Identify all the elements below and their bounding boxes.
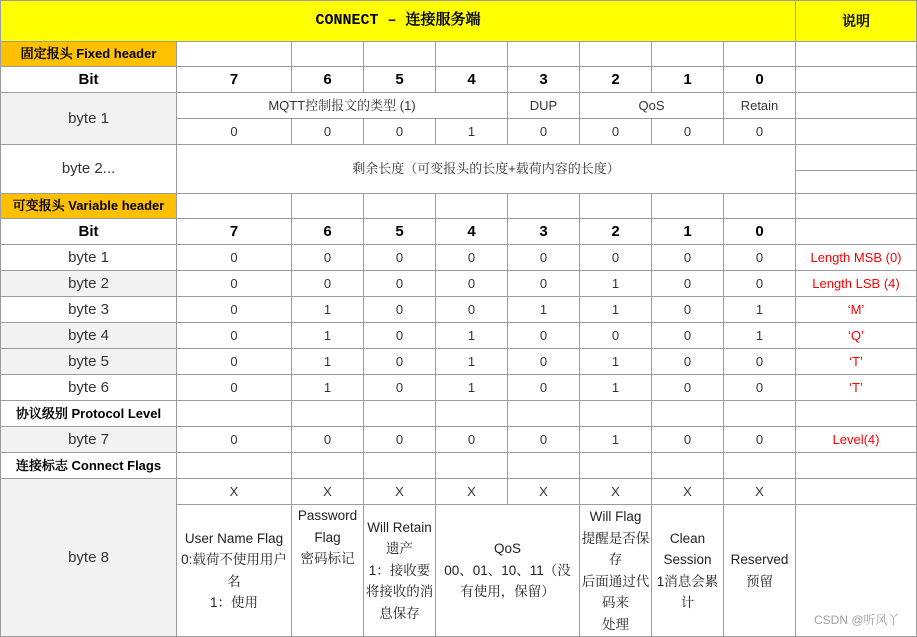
empty-cell xyxy=(724,42,796,67)
bit-value: 0 xyxy=(652,349,724,375)
flag-desc-user-name xyxy=(177,505,292,637)
bit-value: X xyxy=(652,479,724,505)
flag-desc-will-flag xyxy=(580,505,652,637)
field-retain: Retain xyxy=(724,93,796,119)
bit-value: 0 xyxy=(292,245,364,271)
note-cell: ‘Q’ xyxy=(796,323,917,349)
bit-number: 5 xyxy=(364,219,436,245)
bit-value: 0 xyxy=(177,245,292,271)
empty-cell xyxy=(652,42,724,67)
flag-desc-line: QoS xyxy=(493,541,521,557)
bit-value: 0 xyxy=(177,427,292,453)
bit-value: 0 xyxy=(724,375,796,401)
bit-value: 0 xyxy=(652,297,724,323)
bit-value: X xyxy=(364,479,436,505)
flag-desc-password xyxy=(292,505,364,637)
flag-desc-line: 存 xyxy=(608,552,623,567)
table-title: CONNECT – 连接服务端 xyxy=(1,1,796,42)
empty-cell xyxy=(652,401,724,427)
bit-value: 0 xyxy=(580,119,652,145)
bit-value: 0 xyxy=(508,375,580,401)
empty-cell xyxy=(436,42,508,67)
flag-desc-line: User Name Flag xyxy=(184,530,284,546)
bit-value: 0 xyxy=(292,119,364,145)
field-packet-type: MQTT控制报文的类型 (1) xyxy=(177,93,508,119)
empty-cell xyxy=(508,453,580,479)
flag-desc-line: 预留 xyxy=(746,573,773,589)
table-row xyxy=(1,427,917,453)
empty-cell xyxy=(580,401,652,427)
bit-number: 0 xyxy=(724,67,796,93)
note-cell: ‘T’ xyxy=(796,375,917,401)
bit-number: 1 xyxy=(652,219,724,245)
empty-cell xyxy=(364,453,436,479)
empty-cell xyxy=(796,171,917,194)
variable-header-label: 可变报头 Variable header xyxy=(1,194,177,219)
bit-value: X xyxy=(292,479,364,505)
bit-number: 4 xyxy=(436,67,508,93)
bit-value: 0 xyxy=(652,245,724,271)
table-row xyxy=(1,93,917,119)
empty-cell xyxy=(796,145,917,171)
bit-value: 0 xyxy=(436,427,508,453)
bit-value: X xyxy=(508,479,580,505)
bit-value: 0 xyxy=(580,245,652,271)
bit-value: 0 xyxy=(177,119,292,145)
empty-cell xyxy=(580,42,652,67)
bit-number: 6 xyxy=(292,219,364,245)
flag-desc-line: 00、01、10、11（没 xyxy=(444,562,571,578)
bit-value: 0 xyxy=(508,349,580,375)
table-row xyxy=(1,271,917,297)
empty-cell xyxy=(177,401,292,427)
empty-cell xyxy=(436,401,508,427)
empty-cell xyxy=(724,401,796,427)
byte-label: byte 3 xyxy=(1,297,177,323)
connect-flags-label: 连接标志 Connect Flags xyxy=(1,453,177,479)
field-qos: QoS xyxy=(580,93,724,119)
empty-cell xyxy=(796,93,917,119)
bit-value: 0 xyxy=(177,297,292,323)
bit-value: 0 xyxy=(364,323,436,349)
bit-number: 7 xyxy=(177,219,292,245)
note-cell: Level(4) xyxy=(796,427,917,453)
bit-value: 0 xyxy=(292,271,364,297)
bit-value: 0 xyxy=(652,271,724,297)
flag-desc-line: Will Retain xyxy=(367,519,432,535)
note-cell: Length MSB (0) xyxy=(796,245,917,271)
bit-number: 2 xyxy=(580,219,652,245)
bit-value: X xyxy=(177,479,292,505)
byte-label: byte 2... xyxy=(1,145,177,194)
empty-cell xyxy=(796,119,917,145)
bit-number: 5 xyxy=(364,67,436,93)
empty-cell xyxy=(724,194,796,219)
empty-cell xyxy=(177,194,292,219)
empty-cell xyxy=(796,67,917,93)
empty-cell xyxy=(724,453,796,479)
bit-value: 1 xyxy=(580,375,652,401)
empty-cell xyxy=(292,401,364,427)
flag-desc-line: 处理 xyxy=(602,616,629,632)
bit-value: 0 xyxy=(177,349,292,375)
flag-desc-line: 有使用，保留） xyxy=(460,584,555,600)
empty-cell xyxy=(580,194,652,219)
table-row xyxy=(1,479,917,505)
empty-cell xyxy=(796,42,917,67)
note-cell: ‘T’ xyxy=(796,349,917,375)
table-row xyxy=(1,297,917,323)
bit-value: 1 xyxy=(436,119,508,145)
flag-desc-line: 名 xyxy=(227,573,241,589)
flag-desc-line: 将接收的消 xyxy=(365,584,434,600)
empty-cell xyxy=(580,453,652,479)
flag-desc-line: 密码标记 xyxy=(300,551,355,566)
bit-value: 0 xyxy=(508,119,580,145)
bit-value: 0 xyxy=(177,271,292,297)
bit-value: 0 xyxy=(364,271,436,297)
empty-cell xyxy=(652,194,724,219)
byte-label: byte 1 xyxy=(1,245,177,271)
bit-value: 1 xyxy=(436,323,508,349)
empty-cell xyxy=(177,453,292,479)
field-dup: DUP xyxy=(508,93,580,119)
note-cell: ‘M’ xyxy=(796,297,917,323)
flag-desc-line: 1：使用 xyxy=(209,595,258,610)
connect-flags-row xyxy=(1,453,917,479)
table-row xyxy=(1,245,917,271)
bit-value: 1 xyxy=(292,349,364,375)
bit-value: 1 xyxy=(292,323,364,349)
flag-desc-line: Clean xyxy=(669,530,706,546)
flag-desc-line: 提醒是否保 xyxy=(581,530,650,546)
bit-value: 0 xyxy=(652,323,724,349)
bit-value: 0 xyxy=(436,297,508,323)
table-row xyxy=(1,349,917,375)
flag-desc-line: 遗产 xyxy=(386,541,413,557)
fixed-header-label: 固定报头 Fixed header xyxy=(1,42,177,67)
bit-value: 0 xyxy=(652,375,724,401)
bit-value: 0 xyxy=(436,245,508,271)
empty-cell xyxy=(796,453,917,479)
bit-value: 0 xyxy=(508,245,580,271)
flag-desc-line: 1消息会累 xyxy=(656,573,719,589)
flag-desc-line: 码来 xyxy=(602,595,629,610)
bit-number: 6 xyxy=(292,67,364,93)
watermark: CSDN @听风丫 xyxy=(814,613,900,627)
bit-value: 0 xyxy=(724,245,796,271)
bit-value: 1 xyxy=(580,427,652,453)
empty-cell xyxy=(508,401,580,427)
flag-desc-line: 1：接收要 xyxy=(368,562,431,578)
bit-value: 0 xyxy=(177,323,292,349)
remaining-length-desc: 剩余长度（可变报头的长度+载荷内容的长度） xyxy=(177,145,796,194)
protocol-level-label: 协议级别 Protocol Level xyxy=(1,401,177,427)
bit-value: 0 xyxy=(364,119,436,145)
table-row xyxy=(1,145,917,171)
bit-value: 0 xyxy=(724,427,796,453)
empty-cell xyxy=(177,42,292,67)
table-row xyxy=(1,375,917,401)
bit-number: 0 xyxy=(724,219,796,245)
flag-desc-line: Will Flag xyxy=(589,509,642,524)
bit-value: 0 xyxy=(177,375,292,401)
notes-header: 说明 xyxy=(796,1,917,42)
bit-value: 0 xyxy=(508,427,580,453)
bit-value: 1 xyxy=(436,349,508,375)
bit-value: 0 xyxy=(580,323,652,349)
bit-value: 0 xyxy=(508,323,580,349)
empty-cell xyxy=(796,194,917,219)
byte-label: byte 8 xyxy=(1,479,177,637)
flag-desc-clean-session xyxy=(652,505,724,637)
fixed-header-row xyxy=(1,42,917,67)
byte-label: byte 1 xyxy=(1,93,177,145)
note-cell: Length LSB (4) xyxy=(796,271,917,297)
flag-desc-line: 计 xyxy=(680,595,695,610)
bit-value: 1 xyxy=(724,323,796,349)
bit-value: 0 xyxy=(364,245,436,271)
empty-cell xyxy=(652,453,724,479)
bit-value: 0 xyxy=(652,119,724,145)
bit-value: 1 xyxy=(508,297,580,323)
byte-label: byte 7 xyxy=(1,427,177,453)
empty-cell xyxy=(508,42,580,67)
title-row xyxy=(1,1,917,42)
bit-value: 0 xyxy=(652,427,724,453)
bit-value: X xyxy=(436,479,508,505)
variable-header-row xyxy=(1,194,917,219)
bit-value: 0 xyxy=(508,271,580,297)
bit-value: 0 xyxy=(436,271,508,297)
empty-cell xyxy=(796,401,917,427)
flag-desc-line: 后面通过代 xyxy=(581,573,650,589)
flag-desc-qos xyxy=(436,505,580,637)
bit-value: 0 xyxy=(724,349,796,375)
byte-label: byte 5 xyxy=(1,349,177,375)
bit-value: 0 xyxy=(724,119,796,145)
flag-desc-line: 息保存 xyxy=(379,605,420,621)
bit-row xyxy=(1,219,917,245)
bit-number: 1 xyxy=(652,67,724,93)
bit-value: 0 xyxy=(724,271,796,297)
bit-value: X xyxy=(724,479,796,505)
empty-cell xyxy=(292,194,364,219)
bit-value: 0 xyxy=(292,427,364,453)
flag-desc-line: Password xyxy=(297,508,358,523)
empty-cell xyxy=(364,194,436,219)
byte-label: byte 4 xyxy=(1,323,177,349)
bit-value: 1 xyxy=(580,349,652,375)
flag-desc-line: Reserved xyxy=(730,552,789,567)
flag-desc-line: Session xyxy=(663,552,712,567)
protocol-level-row xyxy=(1,401,917,427)
bit-label: Bit xyxy=(1,67,177,93)
bit-value: 1 xyxy=(580,297,652,323)
empty-cell xyxy=(508,194,580,219)
empty-cell xyxy=(292,42,364,67)
empty-cell xyxy=(436,453,508,479)
bit-value: 1 xyxy=(580,271,652,297)
empty-cell xyxy=(796,219,917,245)
bit-value: 0 xyxy=(364,427,436,453)
bit-value: X xyxy=(580,479,652,505)
bit-value: 1 xyxy=(292,297,364,323)
bit-value: 0 xyxy=(364,297,436,323)
bit-number: 3 xyxy=(508,67,580,93)
bit-number: 7 xyxy=(177,67,292,93)
bit-label: Bit xyxy=(1,219,177,245)
bit-value: 1 xyxy=(292,375,364,401)
bit-row xyxy=(1,67,917,93)
flag-desc-reserved xyxy=(724,505,796,637)
empty-cell xyxy=(364,401,436,427)
bit-number: 4 xyxy=(436,219,508,245)
bit-number: 3 xyxy=(508,219,580,245)
bit-number: 2 xyxy=(580,67,652,93)
bit-value: 1 xyxy=(436,375,508,401)
flag-desc-line: 0:载荷不使用用户 xyxy=(181,552,287,567)
bit-value: 0 xyxy=(364,375,436,401)
flag-desc-line: Flag xyxy=(314,529,341,545)
bit-value: 0 xyxy=(364,349,436,375)
bit-value: 1 xyxy=(724,297,796,323)
empty-cell xyxy=(364,42,436,67)
flag-desc-will-retain xyxy=(364,505,436,637)
byte-label: byte 2 xyxy=(1,271,177,297)
empty-cell xyxy=(292,453,364,479)
empty-cell xyxy=(796,479,917,505)
empty-cell xyxy=(436,194,508,219)
table-row xyxy=(1,323,917,349)
byte-label: byte 6 xyxy=(1,375,177,401)
